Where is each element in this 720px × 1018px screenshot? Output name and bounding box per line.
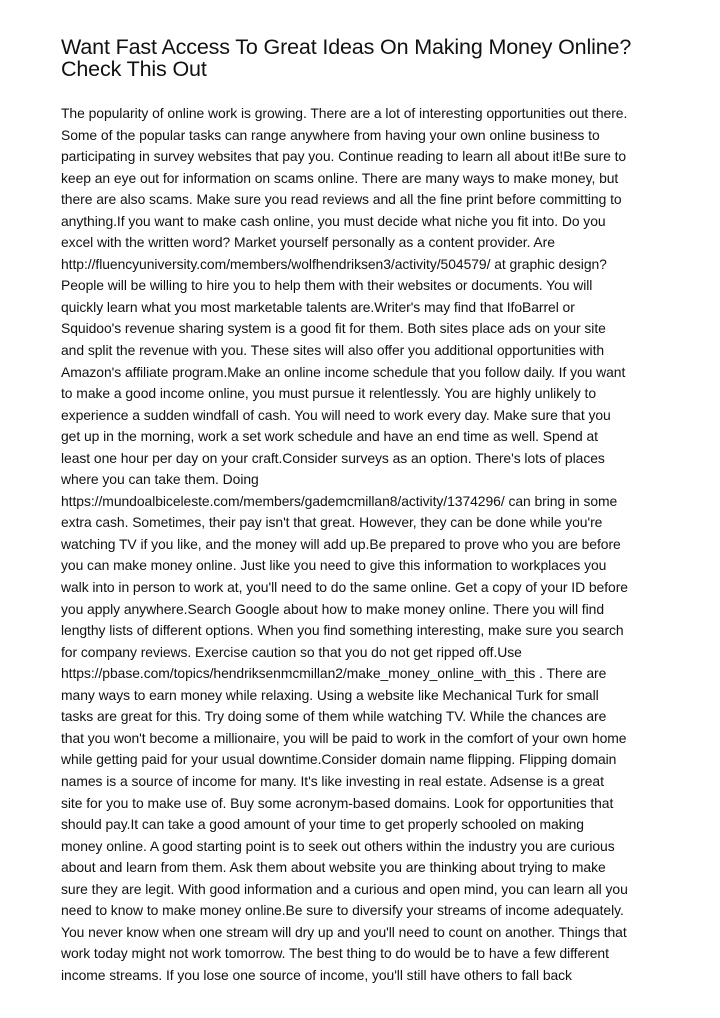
body-line: The popularity of online work is growing. There are a lot of interesting opportunities out there. (61, 105, 628, 121)
body-line: tasks are great for this. Try doing some of them while watching TV. While the chances are (61, 708, 607, 725)
body-line: for company reviews. Exercise caution so that you do not get ripped off.Use (61, 643, 522, 660)
body-line: keep an eye out for information on scams online. There are many ways to make money, but (61, 169, 619, 186)
body-line: Some of the popular tasks can range anywhere from having your own online business to (61, 126, 600, 143)
body-line: sure they are legit. With good information and a curious and open mind, you can learn all you (61, 880, 628, 897)
body-line: names is a source of income for many. It's like investing in real estate. Adsense is a great (61, 772, 604, 789)
body-line: participating in survey websites that pay you. Continue reading to learn all about it!Be sure to (61, 148, 627, 165)
body-line: money online. A good starting point is to seek out others within the industry you are curious (61, 837, 615, 854)
body-line: you apply anywhere.Search Google about how to make money online. There you will find (61, 600, 605, 617)
body-line: https://mundoalbiceleste.com/members/gademcmillan8/activity/1374296/ can bring in some (61, 492, 618, 509)
body-line: lengthy lists of different options. When you find something interesting, make sure you search (61, 622, 624, 639)
body-line: many ways to earn money while relaxing. Using a website like Mechanical Turk for small (61, 686, 599, 703)
body-line: Amazon's affiliate program.Make an online income schedule that you follow daily. If you want (61, 363, 626, 380)
body-line: https://pbase.com/topics/hendriksenmcmillan2/make_money_online_with_this . There are (61, 665, 607, 682)
body-line: Squidoo's revenue sharing system is a good fit for them. Both sites place ads on your site (61, 320, 606, 337)
body-line: you can make money online. Just like you need to give this information to workplaces you (61, 557, 607, 574)
body-line: People will be willing to hire you to help them with their websites or documents. You will (61, 277, 593, 294)
body-line: least one hour per day on your craft.Consider surveys as an option. There's lots of places (61, 449, 605, 466)
body-line: while getting paid for your usual downtime.Consider domain name flipping. Flipping domain (61, 751, 617, 768)
body-line: to make a good income online, you must pursue it relentlessly. You are highly unlikely to (61, 385, 597, 402)
body-line: work today might not work tomorrow. The best thing to do would be to have a few different (61, 945, 609, 962)
body-line: should pay.It can take a good amount of your time to get properly schooled on making (61, 816, 584, 833)
body-line: watching TV if you like, and the money will add up.Be prepared to prove who you are before (61, 535, 621, 552)
body-line: and split the revenue with you. These sites will also offer you additional opportunities with (61, 342, 605, 359)
body-line: quickly learn what you most marketable talents are.Writer's may find that IfoBarrel or (61, 298, 575, 315)
title-line-1: Want Fast Access To Great Ideas On Making Money Online? (61, 35, 632, 59)
article-body (61, 103, 660, 986)
body-line: need to know to make money online.Be sure to diversify your streams of income adequately. (61, 902, 624, 919)
body-line: income streams. If you lose one source of income, you'll still have others to fall back (61, 966, 572, 983)
body-line: experience a sudden windfall of cash. You will need to work every day. Make sure that you (61, 406, 611, 423)
body-line: get up in the morning, work a set work schedule and have an end time as well. Spend at (61, 428, 598, 445)
page-title (61, 36, 660, 80)
body-line: about and learn from them. Ask them about website you are thinking about trying to make (61, 859, 606, 876)
body-line: site for you to make use of. Buy some acronym-based domains. Look for opportunities that (61, 794, 614, 811)
body-line: walk into in person to work at, you'll need to do the same online. Get a copy of your ID before (61, 579, 628, 596)
body-line: You never know when one stream will dry up and you'll need to count on another. Things that (61, 923, 627, 940)
body-line: where you can take them. Doing (61, 471, 259, 488)
body-line: anything.If you want to make cash online, you must decide what niche you fit into. Do you (61, 212, 606, 229)
body-line: there are also scams. Make sure you read reviews and all the fine print before committing to (61, 191, 622, 208)
body-line: that you won't become a millionaire, you will be paid to work in the comfort of your own home (61, 729, 627, 746)
title-line-2: Check This Out (61, 57, 207, 81)
body-line: excel with the written word? Market yourself personally as a content provider. Are (61, 234, 555, 251)
body-line: http://fluencyuniversity.com/members/wolfhendriksen3/activity/504579/ at graphic design? (61, 255, 607, 272)
body-line: extra cash. Sometimes, their pay isn't that great. However, they can be done while you're (61, 514, 603, 531)
